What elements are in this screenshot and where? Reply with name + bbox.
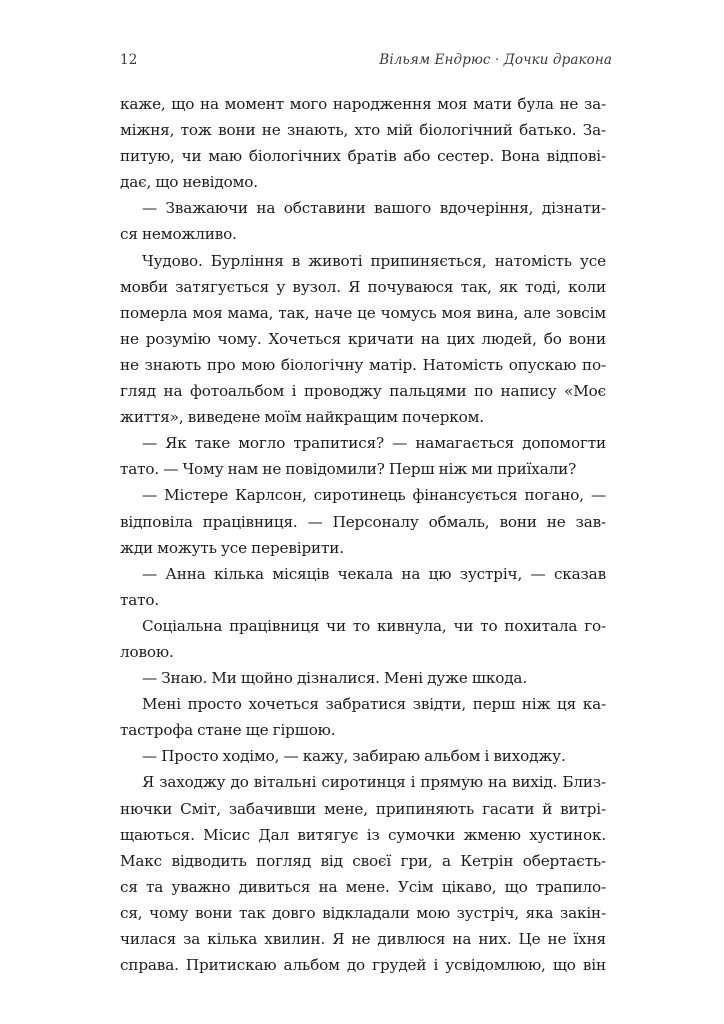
text-line: тастрофа стане ще гіршою.	[120, 721, 336, 740]
text-line: жди можуть усе перевірити.	[120, 538, 344, 557]
text-line: Макс відводить погляд від своєї гри, а Кетрін обертаєть-	[120, 851, 606, 870]
text-line: ся та уважно дивиться на мене. Усім цікаво, що трапило-	[120, 877, 606, 896]
page-header	[120, 52, 612, 74]
text-line: — Містере Карлсон, сиротинець фінансується погано, —	[142, 486, 606, 505]
text-line: — Як таке могло трапитися? — намагається допомогти	[142, 434, 606, 453]
text-line: каже, що на момент мого народження моя мати була не за-	[120, 95, 606, 113]
text-line: Мені просто хочеться забратися звідти, перш ніж ця ка-	[142, 695, 606, 714]
text-line: тато. — Чому нам не повідомили? Перш ніж ми приїхали?	[120, 460, 577, 479]
text-line: Чудово. Бурління в животі припиняється, натомість усе	[142, 251, 606, 270]
text-line: — Просто ходімо, — кажу, забираю альбом і виходжу.	[142, 747, 566, 766]
text-line: — Зважаючи на обставини вашого вдочеріння, дізнати-	[142, 199, 606, 218]
text-line: ловою.	[120, 642, 174, 661]
text-line: питую, чи маю біологічних братів або сестер. Вона відпові-	[120, 147, 606, 166]
text-line: відповіла працівниця. — Персоналу обмаль, вони не зав-	[120, 512, 606, 531]
running-head: Вільям Ендрюс · Дочки дракона	[379, 52, 612, 68]
text-line: дає, що невідомо.	[120, 173, 258, 192]
text-line: життя», виведене моїм найкращим почерком.	[120, 408, 484, 427]
text-line: — Знаю. Ми щойно дізналися. Мені дуже шкода.	[142, 669, 528, 688]
text-line: нючки Сміт, забачивши мене, припиняють гасати й витрі-	[120, 799, 606, 818]
text-line: Соціальна працівниця чи то кивнула, чи то похитала го-	[142, 616, 606, 635]
body-text	[120, 91, 606, 978]
text-line: — Анна кілька місяців чекала на цю зустріч, — сказав	[142, 564, 606, 583]
text-line: не розумію чому. Хочеться кричати на цих людей, бо вони	[120, 329, 606, 348]
text-line: Я заходжу до вітальні сиротинця і прямую на вихід. Близ-	[142, 773, 606, 792]
text-line: щаються. Місис Дал витягує із сумочки жменю хустинок.	[120, 825, 606, 844]
text-line: померла моя мама, так, наче це чомусь моя вина, але зовсім	[120, 303, 606, 322]
text-line: ся, чому вони так довго відкладали мою зустріч, яка закін-	[120, 903, 606, 922]
text-line: не знають про мою біологічну матір. Натомість опускаю по-	[120, 355, 606, 374]
text-line: міжня, тож вони не знають, хто мій біологічний батько. За-	[120, 121, 606, 140]
text-line: гляд на фотоальбом і проводжу пальцями по напису «Моє	[120, 382, 606, 401]
text-line: справа. Притискаю альбом до грудей і усвідомлюю, що він	[120, 956, 606, 975]
text-line: тато.	[120, 590, 160, 609]
page-number: 12	[120, 52, 138, 68]
text-line: ся неможливо.	[120, 225, 237, 244]
text-line: мовби затягується у вузол. Я почуваюся так, як тоді, коли	[120, 277, 606, 296]
text-line: чилася за кілька хвилин. Я не дивлюся на них. Це не їхня	[120, 930, 606, 948]
